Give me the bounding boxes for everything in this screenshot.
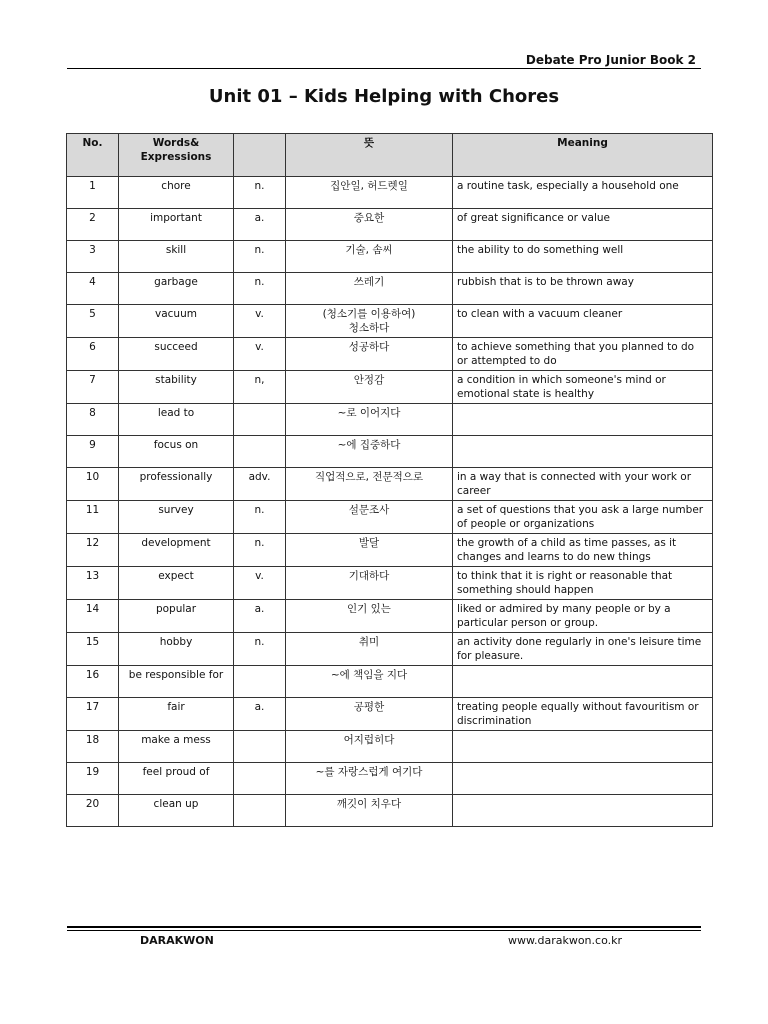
cell-word: hobby (119, 633, 234, 666)
cell-korean-meaning: 쓰레기 (286, 273, 453, 305)
cell-number: 7 (67, 371, 119, 404)
cell-english-meaning: a set of questions that you ask a large number of people or organizations (453, 501, 713, 534)
cell-part-of-speech (234, 731, 286, 763)
header-meaning: Meaning (453, 134, 713, 177)
cell-korean-meaning: 직업적으로, 전문적으로 (286, 468, 453, 501)
cell-number: 14 (67, 600, 119, 633)
cell-number: 16 (67, 666, 119, 698)
publisher-website: www.darakwon.co.kr (508, 934, 623, 947)
cell-korean-meaning: 안정감 (286, 371, 453, 404)
cell-number: 3 (67, 241, 119, 273)
table-row (67, 763, 713, 795)
cell-word: succeed (119, 338, 234, 371)
table-header-row (67, 134, 713, 177)
cell-number: 13 (67, 567, 119, 600)
cell-part-of-speech: n. (234, 501, 286, 534)
table-row (67, 731, 713, 763)
cell-korean-meaning: 취미 (286, 633, 453, 666)
cell-korean-meaning: ~로 이어지다 (286, 404, 453, 436)
cell-english-meaning (453, 436, 713, 468)
table-row (67, 273, 713, 305)
table-row (67, 436, 713, 468)
cell-english-meaning: to think that it is right or reasonable that something should happen (453, 567, 713, 600)
table-row (67, 305, 713, 338)
table-row (67, 209, 713, 241)
header-divider (67, 68, 701, 69)
cell-word: skill (119, 241, 234, 273)
cell-korean-meaning: (청소기를 이용하여) 청소하다 (286, 305, 453, 338)
table-row (67, 371, 713, 404)
page-title: Unit 01 – Kids Helping with Chores (208, 86, 560, 107)
cell-part-of-speech: n, (234, 371, 286, 404)
cell-word: professionally (119, 468, 234, 501)
table-row (67, 600, 713, 633)
cell-english-meaning (453, 763, 713, 795)
cell-word: popular (119, 600, 234, 633)
table-row (67, 468, 713, 501)
cell-part-of-speech: a. (234, 698, 286, 731)
cell-english-meaning (453, 666, 713, 698)
vocabulary-table (66, 133, 713, 827)
cell-word: garbage (119, 273, 234, 305)
cell-part-of-speech: a. (234, 600, 286, 633)
cell-word: development (119, 534, 234, 567)
cell-number: 18 (67, 731, 119, 763)
cell-word: fair (119, 698, 234, 731)
cell-english-meaning: the ability to do something well (453, 241, 713, 273)
cell-part-of-speech: v. (234, 305, 286, 338)
cell-number: 9 (67, 436, 119, 468)
cell-english-meaning: in a way that is connected with your work or career (453, 468, 713, 501)
cell-english-meaning: rubbish that is to be thrown away (453, 273, 713, 305)
cell-word: lead to (119, 404, 234, 436)
table-row (67, 666, 713, 698)
table-row (67, 177, 713, 209)
book-title-header: Debate Pro Junior Book 2 (525, 53, 696, 67)
cell-part-of-speech: n. (234, 273, 286, 305)
table-row (67, 241, 713, 273)
cell-number: 12 (67, 534, 119, 567)
cell-english-meaning: a routine task, especially a household one (453, 177, 713, 209)
cell-part-of-speech (234, 763, 286, 795)
cell-english-meaning: a condition in which someone's mind or emotional state is healthy (453, 371, 713, 404)
header-pos (234, 134, 286, 177)
header-words: Words& Expressions (119, 134, 234, 177)
cell-number: 2 (67, 209, 119, 241)
cell-korean-meaning: ~를 자랑스럽게 여기다 (286, 763, 453, 795)
cell-part-of-speech: v. (234, 567, 286, 600)
cell-word: vacuum (119, 305, 234, 338)
cell-korean-meaning: 발달 (286, 534, 453, 567)
cell-korean-meaning: 깨깃이 치우다 (286, 795, 453, 827)
cell-korean-meaning: 인기 있는 (286, 600, 453, 633)
cell-part-of-speech: n. (234, 177, 286, 209)
cell-english-meaning: an activity done regularly in one's leisure time for pleasure. (453, 633, 713, 666)
vocabulary-table-body (67, 177, 713, 827)
cell-number: 8 (67, 404, 119, 436)
cell-word: clean up (119, 795, 234, 827)
cell-number: 4 (67, 273, 119, 305)
cell-word: expect (119, 567, 234, 600)
cell-part-of-speech (234, 666, 286, 698)
footer-divider-thin (67, 930, 701, 931)
cell-korean-meaning: 기술, 솜씨 (286, 241, 453, 273)
cell-korean-meaning: ~에 책임을 지다 (286, 666, 453, 698)
table-row (67, 633, 713, 666)
cell-korean-meaning: 중요한 (286, 209, 453, 241)
table-row (67, 534, 713, 567)
cell-english-meaning: treating people equally without favouritism or discrimination (453, 698, 713, 731)
cell-word: chore (119, 177, 234, 209)
header-korean: 뜻 (286, 134, 453, 177)
table-row (67, 698, 713, 731)
table-row (67, 567, 713, 600)
cell-part-of-speech: n. (234, 534, 286, 567)
cell-word: make a mess (119, 731, 234, 763)
cell-korean-meaning: 설문조사 (286, 501, 453, 534)
cell-part-of-speech: a. (234, 209, 286, 241)
cell-number: 17 (67, 698, 119, 731)
cell-number: 11 (67, 501, 119, 534)
cell-word: survey (119, 501, 234, 534)
cell-number: 5 (67, 305, 119, 338)
cell-english-meaning: of great significance or value (453, 209, 713, 241)
cell-english-meaning (453, 795, 713, 827)
cell-korean-meaning: 기대하다 (286, 567, 453, 600)
cell-korean-meaning: 공평한 (286, 698, 453, 731)
cell-english-meaning (453, 404, 713, 436)
cell-word: stability (119, 371, 234, 404)
cell-korean-meaning: ~에 집중하다 (286, 436, 453, 468)
cell-word: focus on (119, 436, 234, 468)
cell-number: 10 (67, 468, 119, 501)
cell-part-of-speech (234, 436, 286, 468)
cell-korean-meaning: 성공하다 (286, 338, 453, 371)
cell-number: 1 (67, 177, 119, 209)
cell-english-meaning: to achieve something that you planned to do or attempted to do (453, 338, 713, 371)
cell-korean-meaning: 집안일, 허드렛일 (286, 177, 453, 209)
cell-word: be responsible for (119, 666, 234, 698)
cell-part-of-speech (234, 404, 286, 436)
cell-korean-meaning: 어지럽히다 (286, 731, 453, 763)
cell-english-meaning: liked or admired by many people or by a particular person or group. (453, 600, 713, 633)
table-row (67, 338, 713, 371)
footer-divider (67, 926, 701, 928)
cell-number: 20 (67, 795, 119, 827)
cell-part-of-speech: n. (234, 633, 286, 666)
cell-word: feel proud of (119, 763, 234, 795)
cell-part-of-speech: adv. (234, 468, 286, 501)
table-row (67, 795, 713, 827)
table-row (67, 404, 713, 436)
cell-word: important (119, 209, 234, 241)
cell-number: 19 (67, 763, 119, 795)
cell-part-of-speech: v. (234, 338, 286, 371)
cell-number: 6 (67, 338, 119, 371)
cell-part-of-speech: n. (234, 241, 286, 273)
cell-english-meaning: to clean with a vacuum cleaner (453, 305, 713, 338)
cell-part-of-speech (234, 795, 286, 827)
cell-english-meaning (453, 731, 713, 763)
table-row (67, 501, 713, 534)
header-no: No. (67, 134, 119, 177)
publisher-name: DARAKWON (140, 934, 214, 947)
cell-number: 15 (67, 633, 119, 666)
cell-english-meaning: the growth of a child as time passes, as it changes and learns to do new things (453, 534, 713, 567)
